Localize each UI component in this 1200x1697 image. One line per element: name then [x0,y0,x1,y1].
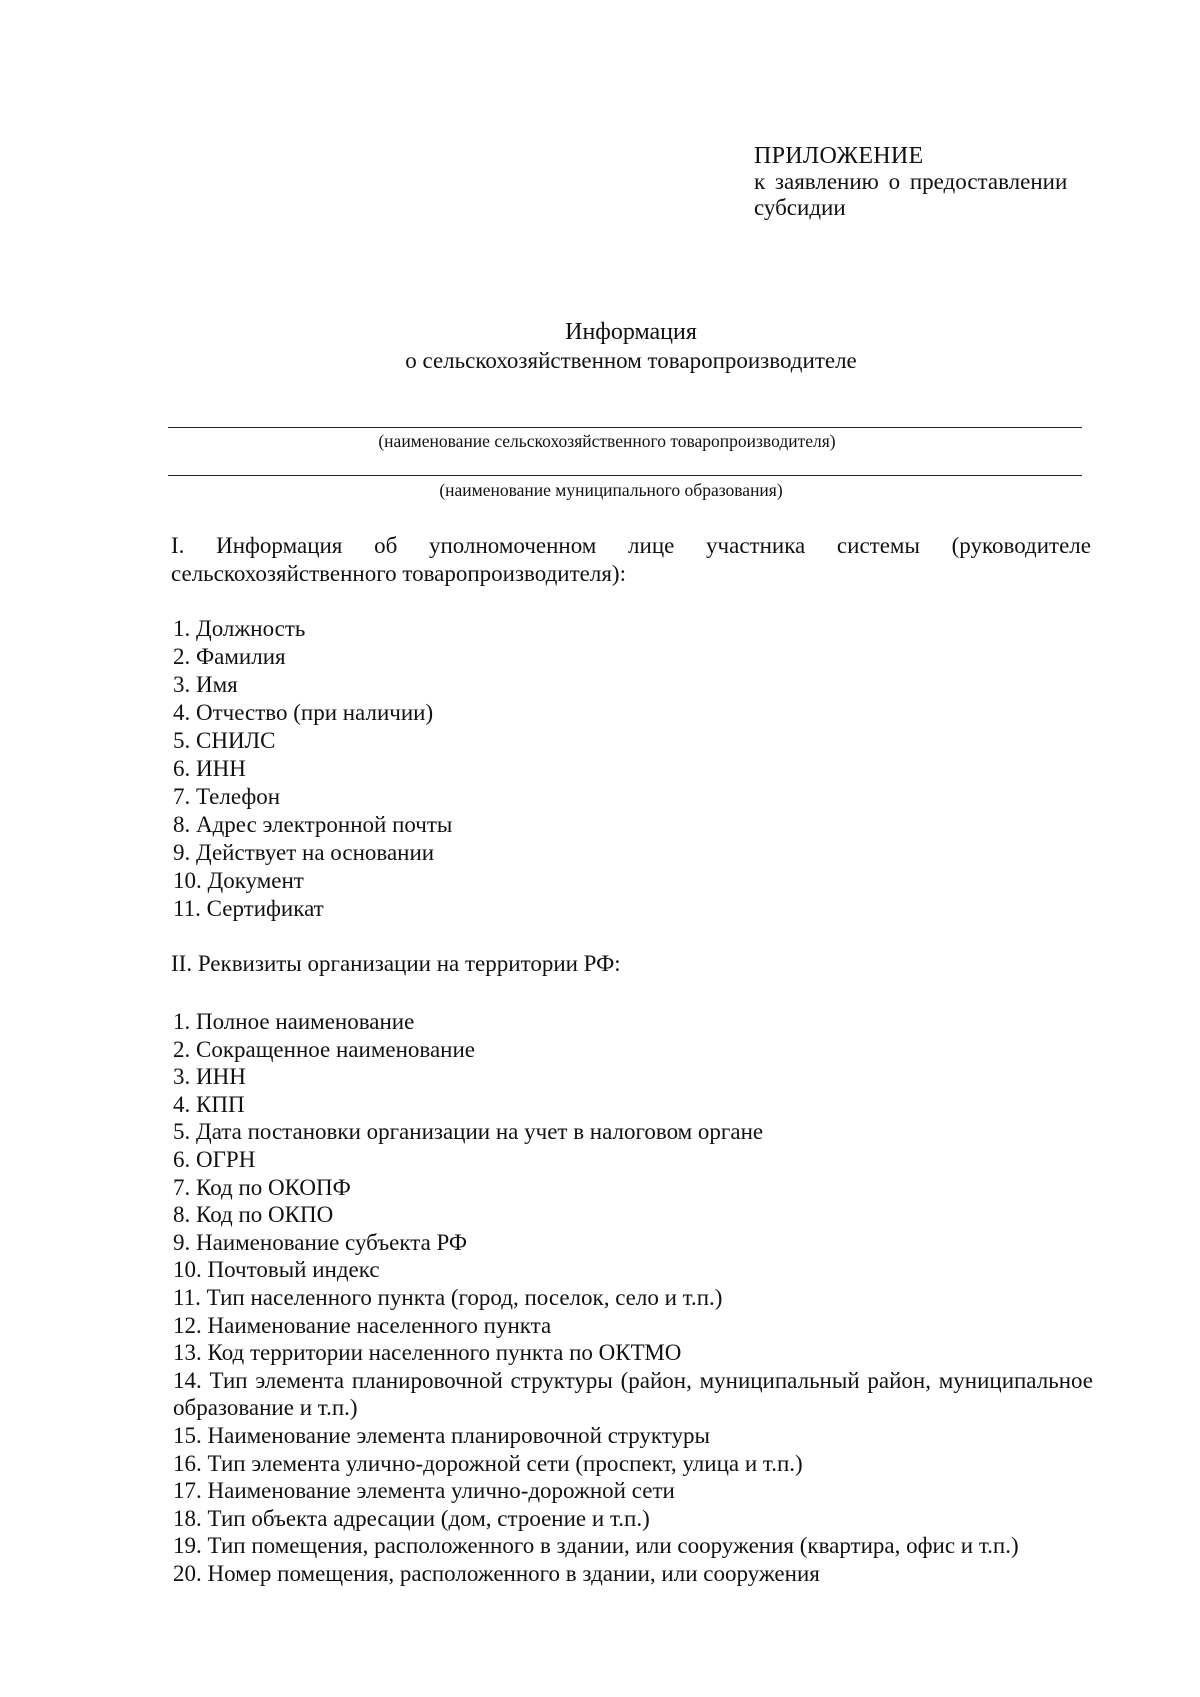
list-item: 2. Фамилия [173,644,286,669]
list-item: 10. Документ [173,868,304,893]
list-item: 9. Действует на основании [173,840,435,865]
list-item: 9. Наименование субъекта РФ [173,1229,468,1255]
producer-name-blank-line [168,427,1082,428]
section-2-list [173,1008,1093,1587]
list-item: 10. Почтовый индекс [173,1257,380,1283]
list-item: 20. Номер помещения, расположенного в здании, или сооружения [173,1560,820,1586]
list-item: 12. Наименование населенного пункта [173,1312,552,1338]
appendix-line-2: субсидии [754,195,846,220]
list-item: 1. Должность [173,616,306,641]
list-item: 2. Сокращенное наименование [173,1036,475,1062]
document-subtitle: о сельскохозяйственном товаропроизводителе [405,348,857,373]
list-item: 11. Тип населенного пункта (город, поселок, село и т.п.) [173,1284,723,1310]
list-item: 5. Дата постановки организации на учет в налоговом органе [173,1119,764,1145]
list-item: 3. ИНН [173,1064,246,1090]
appendix-line-1: к заявлению о предоставлении [754,169,1068,194]
list-item: 6. ОГРН [173,1146,256,1172]
list-item: 8. Код по ОКПО [173,1202,334,1228]
municipality-blank-line [168,475,1082,476]
section-2-title: II. Реквизиты организации на территории РФ: [171,951,621,976]
appendix-title: ПРИЛОЖЕНИЕ [754,143,924,169]
list-item: 17. Наименование элемента улично-дорожной сети [173,1478,675,1504]
list-item: 1. Полное наименование [173,1009,415,1034]
list-item: 13. Код территории населенного пункта по ОКТМО [173,1340,682,1366]
list-item: 19. Тип помещения, расположенного в здании, или сооружения (квартира, офис и т.п.) [173,1533,1019,1559]
list-item: 6. ИНН [173,756,246,781]
producer-name-caption: (наименование сельскохозяйственного товаропроизводителя) [378,431,836,451]
list-item: 14. Тип элемента планировочной структуры (район, муниципальный район, муниципальное образование и т.п.) [173,1367,1093,1421]
list-item: 8. Адрес электронной почты [173,812,453,837]
appendix-block [754,143,1067,221]
list-item: 7. Код по ОКОПФ [173,1174,351,1200]
municipality-caption: (наименование муниципального образования) [439,480,783,500]
list-item: 4. Отчество (при наличии) [173,700,434,725]
list-item: 7. Телефон [173,784,281,809]
document-title: Информация [565,319,697,345]
list-item: 18. Тип объекта адресации (дом, строение и т.п.) [173,1505,650,1531]
list-item: 5. СНИЛС [173,728,276,753]
list-item: 16. Тип элемента улично-дорожной сети (проспект, улица и т.п.) [173,1450,803,1476]
list-item: 4. КПП [173,1091,245,1117]
list-item: 11. Сертификат [173,896,324,921]
section-1-list [173,615,452,923]
list-item: 15. Наименование элемента планировочной структуры [173,1422,711,1448]
section-1-title: I. Информация об уполномоченном лице участника системы (руководителе сельскохозяйственного товаропроизводителя): [171,533,1091,586]
list-item: 3. Имя [173,672,238,697]
